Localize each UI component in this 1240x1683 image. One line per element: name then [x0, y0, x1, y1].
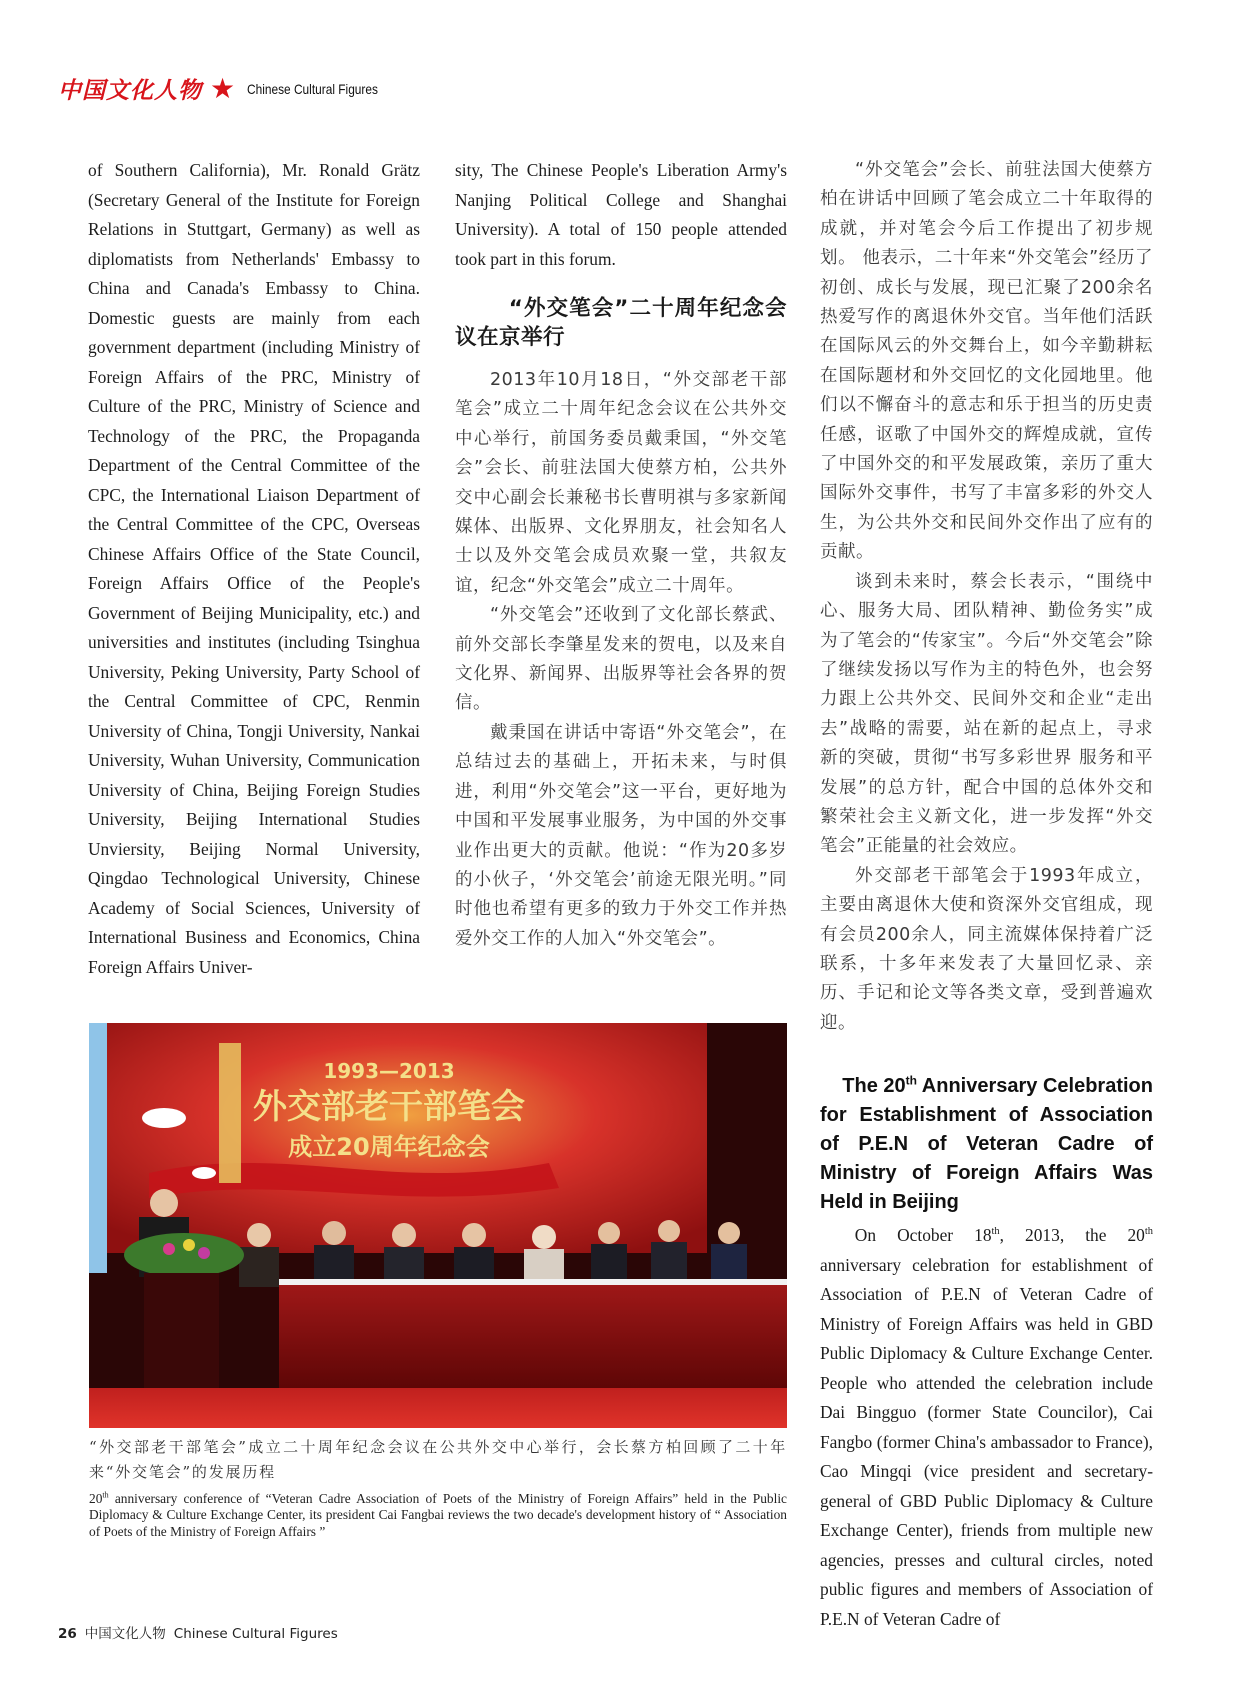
photo-caption: [89, 1435, 787, 1540]
red-star-icon: ★: [210, 71, 236, 105]
body-paragraph-cn: 谈到未来时，蔡会长表示，“围绕中心、服务大局、团队精神、勤俭务实”成为了笔会的“传家宝”。今后“外交笔会”除了继续发扬以写作为主的特色外，也会努力跟上公共外交、民间外交和企业“走出去”战略的需要，站在新的起点上，寻求新的突破，贯彻“书写多彩世界 服务和平发展”的总方针，配合中国的总体外交和繁荣社会主义新文化，进一步发挥“外交笔会”正能量的社会效应。: [820, 571, 1153, 857]
dove: [142, 1108, 186, 1128]
stage-floor: [89, 1388, 787, 1428]
section-heading-cn: “外交笔会”二十周年纪念会议在京举行: [455, 296, 787, 350]
column-3: [820, 156, 1153, 1634]
flower-arrangement: [124, 1233, 244, 1277]
banner-title: 外交部老干部笔会: [253, 1087, 525, 1127]
column-2: [455, 156, 787, 954]
side-screen: [89, 1023, 107, 1273]
body-paragraph-en: sity, The Chinese People's Liberation Army's Nanjing Political College and Shanghai University). A total of 150 people attended took part in this forum.: [455, 160, 787, 269]
body-paragraph-en: On October 18th, 2013, the 20th anniversary celebration for establishment of Association of P.E.N of Veteran Cadre of Ministry of Foreign Affairs was held in GBD Public Diplomacy & Culture Exchange Center. People who attended the celebration include Dai Bingguo (former State Councilor), Cai Fangbo (former China's ambassador to France), Cao Mingqi (vice president and secretary-general of GBD Public Diplomacy & Culture Exchange Center), friends from multiple new agencies, presses and cultural circles, noted public figures and members of Association of P.E.N of Veteran Cadre of: [820, 1225, 1153, 1629]
banner-subtitle: 成立20周年纪念会: [288, 1133, 490, 1161]
podium: [144, 1273, 219, 1398]
heading-rest: for Establishment of Association of P.E.N of Veteran Cadre of Ministry of Foreign Affairs Was Held in Beijing: [820, 1104, 1153, 1214]
tablecloth-edge: [279, 1279, 787, 1285]
huabiao-pillar: [219, 1043, 241, 1183]
page-number: 26: [58, 1626, 77, 1642]
footer-publication-en: Chinese Cultural Figures: [173, 1626, 338, 1642]
draped-table: [279, 1283, 787, 1388]
footer-publication-cn: 中国文化人物: [84, 1626, 166, 1642]
body-paragraph-cn: 外交部老干部笔会于1993年成立，主要由离退休大使和资深外交官组成，现有会员200余人，同主流媒体保持着广泛联系，十多年来发表了大量回忆录、亲历、手记和论文等各类文章，受到普遍欢迎。: [820, 865, 1153, 1033]
event-photo: [89, 1023, 787, 1428]
body-paragraph-cn: 2013年10月18日，“外交部老干部笔会”成立二十周年纪念会议在公共外交中心举行，前国务委员戴秉国，“外交笔会”会长、前驻法国大使蔡方柏，公共外交中心副会长兼秘书长曹明祺与多家新闻媒体、出版界、文化界朋友，社会知名人士以及外交笔会成员欢聚一堂，共叙友谊，纪念“外交笔会”成立二十周年。: [455, 370, 787, 596]
masthead-title-en: Chinese Cultural Figures: [247, 80, 379, 97]
column-1: [88, 156, 420, 982]
event-photo-illustration: [89, 1023, 787, 1428]
section-heading-en: [820, 1072, 1153, 1217]
page-footer: [58, 1622, 338, 1642]
heading-first-line: The 20th Anniversary Celebration: [842, 1073, 1153, 1098]
body-paragraph-cn: “外交笔会”会长、前驻法国大使蔡方柏在讲话中回顾了笔会成立二十年取得的成就，并对笔会今后工作提出了初步规划。 他表示，二十年来“外交笔会”经历了初创、成长与发展，现已汇聚了200余名热爱写作的离退休外交官。当年他们活跃在国际风云的外交舞台上，如今辛勤耕耘在国际题材和外交回忆的文化园地里。他们以不懈奋斗的意志和乐于担当的历史责任感，讴歌了中国外交的辉煌成就，宣传了中国外交的和平发展政策，亲历了重大国际外交事件，书写了丰富多彩的外交人生，为公共外交和民间外交作出了应有的贡献。: [820, 160, 1153, 563]
masthead: [58, 72, 401, 105]
masthead-title-cn: 中国文化人物: [58, 77, 202, 104]
body-paragraph-cn: “外交笔会”还收到了文化部长蔡武、前外交部长李肇星发来的贺电，以及来自文化界、新闻界、出版界等社会各界的贺信。: [455, 605, 787, 714]
dove: [192, 1167, 216, 1179]
speaker: [150, 1189, 178, 1217]
banner-years: 1993—2013: [323, 1059, 455, 1083]
body-paragraph-cn: 戴秉国在讲话中寄语“外交笔会”，在总结过去的基础上，开拓未来，与时俱进，利用“外交笔会”这一平台，更好地为中国和平发展事业服务，为中国的外交事业作出更大的贡献。他说：“作为20多岁的小伙子，‘外交笔会’前途无限光明。”同时他也希望有更多的致力于外交工作并热爱外交工作的人加入“外交笔会”。: [455, 722, 787, 949]
body-paragraph-en: of Southern California), Mr. Ronald Grätz (Secretary General of the Institute for Foreign Relations in Stuttgart, Germany) as well as diplomatists from Netherlands' Embassy to China and Canada's Embassy to China. Domestic guests are mainly from each government department (including Ministry of Foreign Affairs of the PRC, Ministry of Culture of the PRC, Ministry of Science and Technology of the PRC, the Propaganda Department of the Central Committee of the CPC, the International Liaison Department of the Central Committee of the CPC, Overseas Chinese Affairs Office of the State Council, Foreign Affairs Office of the People's Government of Beijing Municipality, etc.) and universities and institutes (including Tsinghua University, Peking University, Party School of the Central Committee of CPC, Renmin University of China, Tongji University, Nankai University, Wuhan University, Communication University of China, Beijing Foreign Studies University, Beijing International Studies Unviersity, Beijing Normal University, Qingdao Technological University, Chinese Academy of Social Sciences, University of International Business and Economics, China Foreign Affairs Univer-: [88, 160, 420, 977]
caption-cn: “外交部老干部笔会”成立二十周年纪念会议在公共外交中心举行，会长蔡方柏回顾了二十年来“外交笔会”的发展历程: [89, 1438, 787, 1481]
caption-en: 20th anniversary conference of “Veteran Cadre Association of Poets of the Ministry of Foreign Affairs” held in the Public Diplomacy & Culture Exchange Center, its president Cai Fangbai reviews the two decade's development history of “ Association of Poets of the Ministry of Foreign Affairs ”: [89, 1490, 787, 1539]
